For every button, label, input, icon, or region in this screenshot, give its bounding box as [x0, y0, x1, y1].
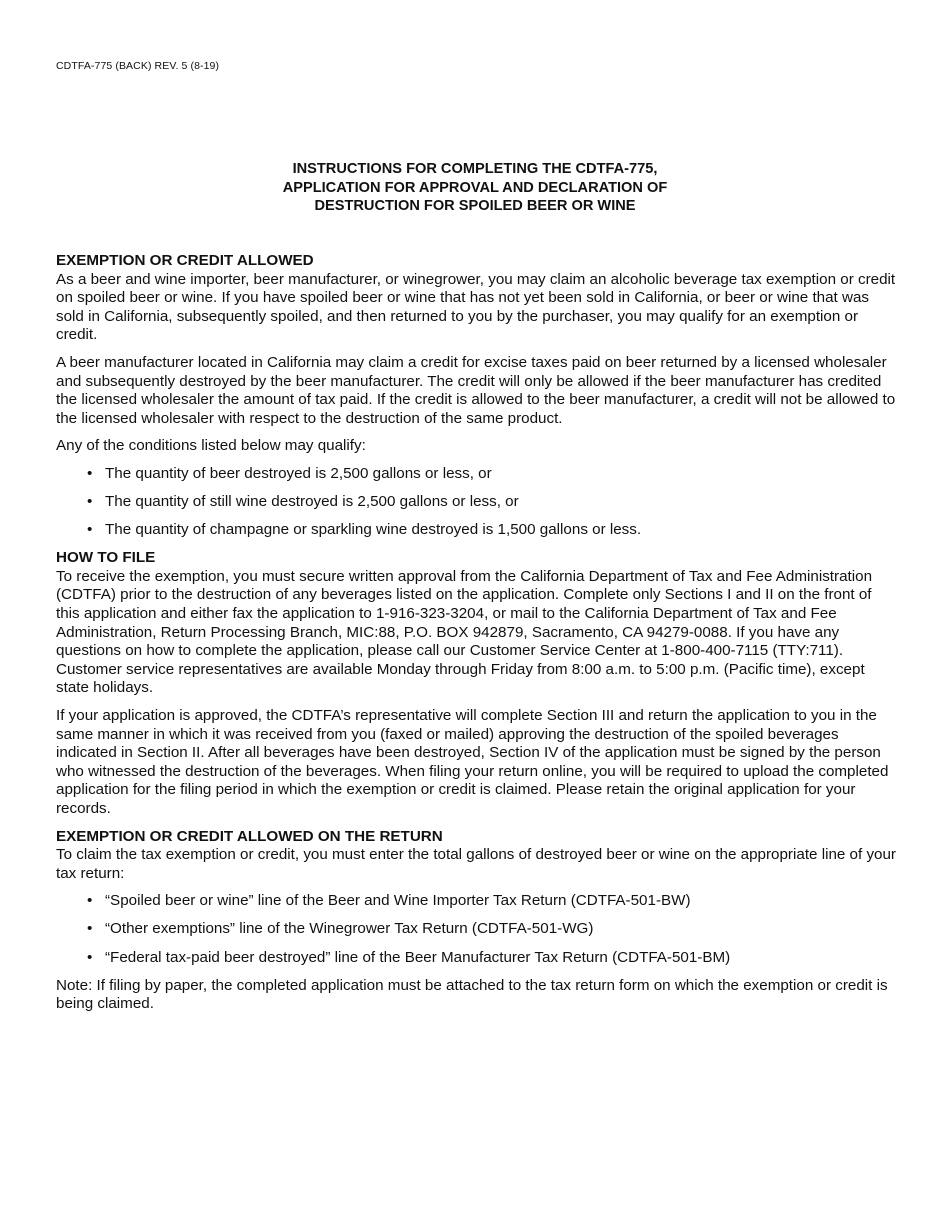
bullet-icon: •	[87, 948, 93, 966]
title-line-3: DESTRUCTION FOR SPOILED BEER OR WINE	[314, 198, 636, 214]
section-heading: EXEMPTION OR CREDIT ALLOWED ON THE RETURN	[56, 827, 443, 845]
list-item: • “Other exemptions” line of the Winegrower Tax Return (CDTFA-501-WG)	[87, 920, 594, 938]
title-line-1: INSTRUCTIONS FOR COMPLETING THE CDTFA-775,	[292, 161, 658, 177]
paragraph: To receive the exemption, you must secure written approval from the California Department of Tax and Fee Administration (CDTFA) prior to the destruction of any beverages listed on the application. Complete only Sections I and II on the front of this application and either fax the application to 1-916-323-3204, or mail to the California Department of Tax and Fee Administration, Return Processing Branch, MIC:88, P.O. BOX 942879, Sacramento, CA 94279-0088. If you have any questions on how to complete the application, please call our Customer Service Center at 1-800-400-7115 (TTY:711). Customer service representatives are available Monday through Friday from 8:00 a.m. to 5:00 p.m. (Pacific time), except state holidays.	[56, 567, 873, 697]
paragraph: Any of the conditions listed below may qualify:	[56, 437, 366, 455]
section-exemption-on-return	[56, 828, 896, 1014]
bullet-icon: •	[87, 892, 93, 910]
list-item: • The quantity of still wine destroyed is 2,500 gallons or less, or	[87, 493, 519, 511]
instructions-body	[56, 252, 896, 1023]
bullet-icon: •	[87, 521, 93, 539]
bullet-icon: •	[87, 920, 93, 938]
list-item: • The quantity of champagne or sparkling wine destroyed is 1,500 gallons or less.	[87, 521, 642, 539]
section-exemption-or-credit	[56, 252, 896, 540]
list-item: • “Federal tax-paid beer destroyed” line of the Beer Manufacturer Tax Return (CDTFA-501-BM)	[87, 948, 731, 966]
bullet-icon: •	[87, 493, 93, 511]
section-heading: EXEMPTION OR CREDIT ALLOWED	[56, 252, 314, 269]
section-heading: HOW TO FILE	[56, 549, 156, 567]
paragraph: To claim the tax exemption or credit, you must enter the total gallons of destroyed beer or wine on the appropriate line of your tax return:	[56, 846, 896, 882]
page-title	[0, 160, 950, 216]
list-item: • The quantity of beer destroyed is 2,500 gallons or less, or	[87, 464, 492, 482]
list-item: • “Spoiled beer or wine” line of the Beer and Wine Importer Tax Return (CDTFA-501-BW)	[87, 892, 691, 910]
paragraph: If your application is approved, the CDTFA’s representative will complete Section III and return the application to you in the same manner in which it was received from you (faxed or mailed) approving the destruction of the spoiled beverages indicated in Section II. After all beverages have been destroyed, Section IV of the application must be signed by the person who witnessed the destruction of the beverages. When filing your return online, you will be required to upload the completed application for the filing period in which the exemption or credit is claimed. Please retain the original application for your records.	[56, 706, 889, 817]
form-id: CDTFA-775 (BACK) REV. 5 (8-19)	[56, 60, 220, 72]
paragraph: A beer manufacturer located in California may claim a credit for excise taxes paid on beer returned by a licensed wholesaler and subsequently destroyed by the beer manufacturer. The credit will only be allowed if the beer manufacturer has credited the licensed wholesaler the amount of tax paid. If the credit is allowed to the beer manufacturer, a credit will not be allowed to the licensed wholesaler with respect to the destruction of the same product.	[56, 353, 896, 427]
paragraph: As a beer and wine importer, beer manufacturer, or winegrower, you may claim an alcoholic beverage tax exemption or credit on spoiled beer or wine. If you have spoiled beer or wine that has not yet been sold in California, or beer or wine that was sold in California, subsequently spoiled, and then returned to you by the purchaser, you may qualify for an exemption or credit.	[56, 270, 896, 344]
conditions-list	[56, 465, 896, 540]
bullet-icon: •	[87, 464, 93, 482]
section-how-to-file	[56, 549, 896, 818]
return-lines-list	[56, 892, 896, 967]
note-paragraph: Note: If filing by paper, the completed application must be attached to the tax return form on which the exemption or credit is being claimed.	[56, 976, 888, 1013]
title-line-2: APPLICATION FOR APPROVAL AND DECLARATION OF	[282, 179, 668, 196]
